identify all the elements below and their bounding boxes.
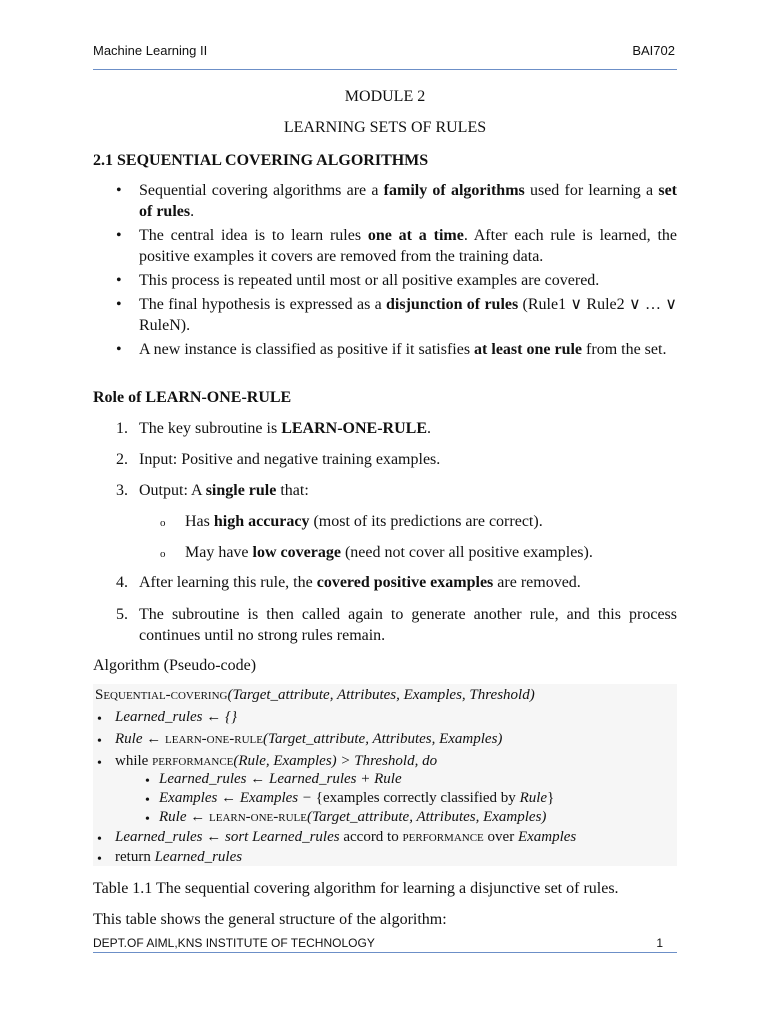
algorithm-signature: Sequential-covering(Target_attribute, Attributes, Examples, Threshold) — [95, 687, 535, 703]
algorithm-line: Rule ← learn-one-rule(Target_attribute, Attributes, Examples) — [115, 731, 503, 747]
header-course-code: BAI702 — [632, 43, 675, 58]
numbered-item: 3. Output: A single rule that: — [116, 482, 309, 499]
algorithm-line: Examples ← Examples − {examples correctly classified by Rule} — [159, 790, 555, 806]
numbered-item: 4. After learning this rule, the covered positive examples are removed. — [116, 574, 581, 591]
footer-divider — [93, 952, 677, 953]
header-course-title: Machine Learning II — [93, 43, 208, 58]
algorithm-line: Learned_rules ← sort Learned_rules accord to performance over Examples — [115, 829, 577, 845]
numbered-item: 2. Input: Positive and negative training examples. — [116, 451, 441, 468]
footer-page-number: 1 — [656, 936, 663, 950]
algorithm-line: Rule ← learn-one-rule(Target_attribute, Attributes, Examples) — [159, 809, 547, 825]
bullet-item: • A new instance is classified as positive if it satisfies at least one rule from the set. — [93, 339, 677, 360]
algorithm-line: Learned_rules ← Learned_rules + Rule — [159, 771, 402, 787]
item-number: 1. — [116, 420, 128, 437]
footer-department: DEPT.OF AIML,KNS INSTITUTE OF TECHNOLOGY — [93, 936, 375, 950]
bullet-item: • Sequential covering algorithms are a family of algorithms used for learning a set of rules. — [93, 180, 677, 222]
item-number: 2. — [116, 451, 128, 468]
algorithm-line: while performance(Rule, Examples) > Threshold, do — [115, 753, 438, 769]
closing-sentence: This table shows the general structure of the algorithm: — [93, 911, 447, 928]
section-heading: 2.1 SEQUENTIAL COVERING ALGORITHMS — [93, 152, 429, 169]
bullet-item: • The central idea is to learn rules one at a time. After each rule is learned, the positive examples it covers are removed from the training data. — [93, 225, 677, 267]
bullet-item: • This process is repeated until most or all positive examples are covered. — [93, 270, 677, 291]
algorithm-figure: Sequential-covering(Target_attribute, Attributes, Examples, Threshold) • Learned_rules ← {} • Rule ← learn-one-rule(Target_attribute, Attributes, Examples) • while performance(Rule, Examples) > Threshold, do • Learned_rules ← Learned_rules + Rule • Examples ← Examples − {examples correctly classified by Rule} • Rule ← learn-one-rule(Target_attribute, Attributes, Examples) • Learned_rules ← sort Learned_rules accord to performance over Examples • return Learned_rules — [93, 684, 677, 866]
numbered-item: 5. The subroutine is then called again to generate another rule, and this process continues until no strong rules remain. — [116, 606, 677, 644]
algorithm-line: return Learned_rules — [115, 849, 243, 865]
item-number: 3. — [116, 482, 128, 499]
circle-bullet-marker: o — [160, 517, 166, 529]
algorithm-line: Learned_rules ← {} — [115, 709, 237, 725]
circle-bullet-marker: o — [160, 548, 166, 560]
module-title: MODULE 2 — [344, 88, 426, 105]
module-subtitle: LEARNING SETS OF RULES — [283, 119, 487, 136]
sub-item: o May have low coverage (need not cover all positive examples). — [160, 542, 677, 563]
bullet-list — [93, 180, 677, 363]
item-number: 4. — [116, 574, 128, 591]
numbered-item: 1. The key subroutine is LEARN-ONE-RULE. — [116, 420, 431, 437]
item-number: 5. — [116, 606, 128, 623]
bullet-item: • The final hypothesis is expressed as a disjunction of rules (Rule1 ∨ Rule2 ∨ … ∨ RuleN). — [93, 294, 677, 336]
table-caption: Table 1.1 The sequential covering algorithm for learning a disjunctive set of rules. — [93, 880, 619, 897]
algorithm-label: Algorithm (Pseudo-code) — [93, 657, 257, 674]
sub-item: o Has high accuracy (most of its predictions are correct). — [160, 511, 677, 532]
role-heading: Role of LEARN-ONE-RULE — [93, 389, 292, 406]
header-divider — [93, 69, 677, 70]
